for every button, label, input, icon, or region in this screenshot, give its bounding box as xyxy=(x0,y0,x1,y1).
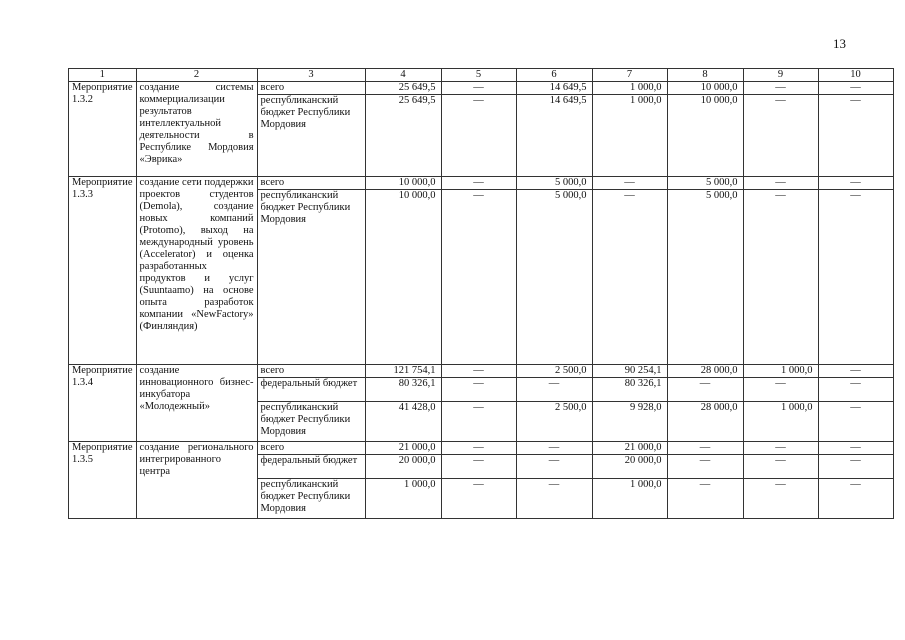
funding-source: республиканский бюджет Республики Мордовия xyxy=(257,402,365,442)
value-cell: — xyxy=(516,442,592,455)
funding-source: федеральный бюджет xyxy=(257,455,365,479)
value-cell: — xyxy=(743,177,818,190)
funding-source: республиканский бюджет Республики Мордовия xyxy=(257,190,365,365)
value-cell: — xyxy=(441,455,516,479)
value-cell: 10 000,0 xyxy=(667,95,743,177)
value-cell: — xyxy=(441,190,516,365)
value-cell: — xyxy=(592,190,667,365)
funding-source: всего xyxy=(257,442,365,455)
value-cell: 90 254,1 xyxy=(592,365,667,378)
value-cell: — xyxy=(743,378,818,402)
value-cell: 10 000,0 xyxy=(365,190,441,365)
value-cell: 1 000,0 xyxy=(365,479,441,519)
value-cell: — xyxy=(818,455,893,479)
value-cell: 121 754,1 xyxy=(365,365,441,378)
value-cell: — xyxy=(818,365,893,378)
value-cell: 20 000,0 xyxy=(592,455,667,479)
table-row xyxy=(69,82,894,95)
value-cell: — xyxy=(743,95,818,177)
event-code: Мероприятие 1.3.5 xyxy=(69,442,137,519)
value-cell: 25 649,5 xyxy=(365,82,441,95)
value-cell: 10 000,0 xyxy=(365,177,441,190)
event-name: создание инновационного бизнес-инкубатора «Молодежный» xyxy=(136,365,257,442)
value-cell: 10 000,0 xyxy=(667,82,743,95)
value-cell: — xyxy=(667,378,743,402)
header-cell: 2 xyxy=(136,69,257,82)
page-number: 13 xyxy=(833,36,846,51)
value-cell: — xyxy=(818,177,893,190)
budget-table xyxy=(68,68,894,519)
value-cell: 80 326,1 xyxy=(592,378,667,402)
event-name: создание сети поддержки проектов студентов (Demola), создание новых компаний (Protomo), выход на международный уровень (Accelerator) и оценка разработанных продуктов и услуг (Suuntaamo) на основе опыта разработок компании «NewFactory» (Финляндия) xyxy=(136,177,257,365)
value-cell: 28 000,0 xyxy=(667,365,743,378)
table-row xyxy=(69,365,894,378)
header-cell: 8 xyxy=(667,69,743,82)
header-cell: 10 xyxy=(818,69,893,82)
value-cell: 28 000,0 xyxy=(667,402,743,442)
value-cell: 1 000,0 xyxy=(743,402,818,442)
value-cell: 21 000,0 xyxy=(592,442,667,455)
table-row xyxy=(69,442,894,455)
header-cell: 3 xyxy=(257,69,365,82)
value-cell: — xyxy=(441,95,516,177)
value-cell: 14 649,5 xyxy=(516,95,592,177)
value-cell: — xyxy=(441,177,516,190)
value-cell: — xyxy=(818,190,893,365)
funding-source: всего xyxy=(257,365,365,378)
value-cell: 1 000,0 xyxy=(592,95,667,177)
value-cell: — xyxy=(516,455,592,479)
funding-source: всего xyxy=(257,82,365,95)
value-cell: 20 000,0 xyxy=(365,455,441,479)
value-cell: 2 500,0 xyxy=(516,402,592,442)
header-cell: 6 xyxy=(516,69,592,82)
value-cell: — xyxy=(743,455,818,479)
value-cell: — xyxy=(667,479,743,519)
header-row xyxy=(69,69,894,82)
header-cell: 7 xyxy=(592,69,667,82)
funding-source: всего xyxy=(257,177,365,190)
table-row xyxy=(69,177,894,190)
value-cell: — xyxy=(743,190,818,365)
value-cell: 80 326,1 xyxy=(365,378,441,402)
header-cell: 4 xyxy=(365,69,441,82)
value-cell: 1 000,0 xyxy=(592,82,667,95)
value-cell: — xyxy=(743,442,818,455)
value-cell: 41 428,0 xyxy=(365,402,441,442)
funding-source: республиканский бюджет Республики Мордовия xyxy=(257,479,365,519)
event-name: создание регионального интегрированного центра xyxy=(136,442,257,519)
value-cell: — xyxy=(818,82,893,95)
value-cell: — xyxy=(516,378,592,402)
value-cell: — xyxy=(818,402,893,442)
value-cell: 5 000,0 xyxy=(516,177,592,190)
value-cell: — xyxy=(818,442,893,455)
value-cell: 5 000,0 xyxy=(516,190,592,365)
value-cell: — xyxy=(441,442,516,455)
value-cell: — xyxy=(818,378,893,402)
value-cell: — xyxy=(818,95,893,177)
event-name: создание системы коммерциализации результатов интеллектуальной деятельности в Республике Мордовия «Эврика» xyxy=(136,82,257,177)
value-cell: — xyxy=(441,365,516,378)
event-code: Мероприятие 1.3.3 xyxy=(69,177,137,365)
value-cell: — xyxy=(441,82,516,95)
value-cell: 5 000,0 xyxy=(667,190,743,365)
value-cell: — xyxy=(743,82,818,95)
header-cell: 9 xyxy=(743,69,818,82)
value-cell: — xyxy=(441,378,516,402)
funding-source: республиканский бюджет Республики Мордовия xyxy=(257,95,365,177)
value-cell: — xyxy=(441,479,516,519)
header-cell: 1 xyxy=(69,69,137,82)
value-cell: 9 928,0 xyxy=(592,402,667,442)
event-code: Мероприятие 1.3.2 xyxy=(69,82,137,177)
value-cell: 1 000,0 xyxy=(592,479,667,519)
value-cell: 25 649,5 xyxy=(365,95,441,177)
value-cell: — xyxy=(441,402,516,442)
funding-source: федеральный бюджет xyxy=(257,378,365,402)
event-code: Мероприятие 1.3.4 xyxy=(69,365,137,442)
value-cell: — xyxy=(667,442,743,455)
value-cell: 1 000,0 xyxy=(743,365,818,378)
value-cell: 5 000,0 xyxy=(667,177,743,190)
value-cell: — xyxy=(667,455,743,479)
value-cell: — xyxy=(592,177,667,190)
value-cell: — xyxy=(516,479,592,519)
value-cell: 14 649,5 xyxy=(516,82,592,95)
value-cell: — xyxy=(818,479,893,519)
value-cell: 21 000,0 xyxy=(365,442,441,455)
header-cell: 5 xyxy=(441,69,516,82)
value-cell: 2 500,0 xyxy=(516,365,592,378)
value-cell: — xyxy=(743,479,818,519)
